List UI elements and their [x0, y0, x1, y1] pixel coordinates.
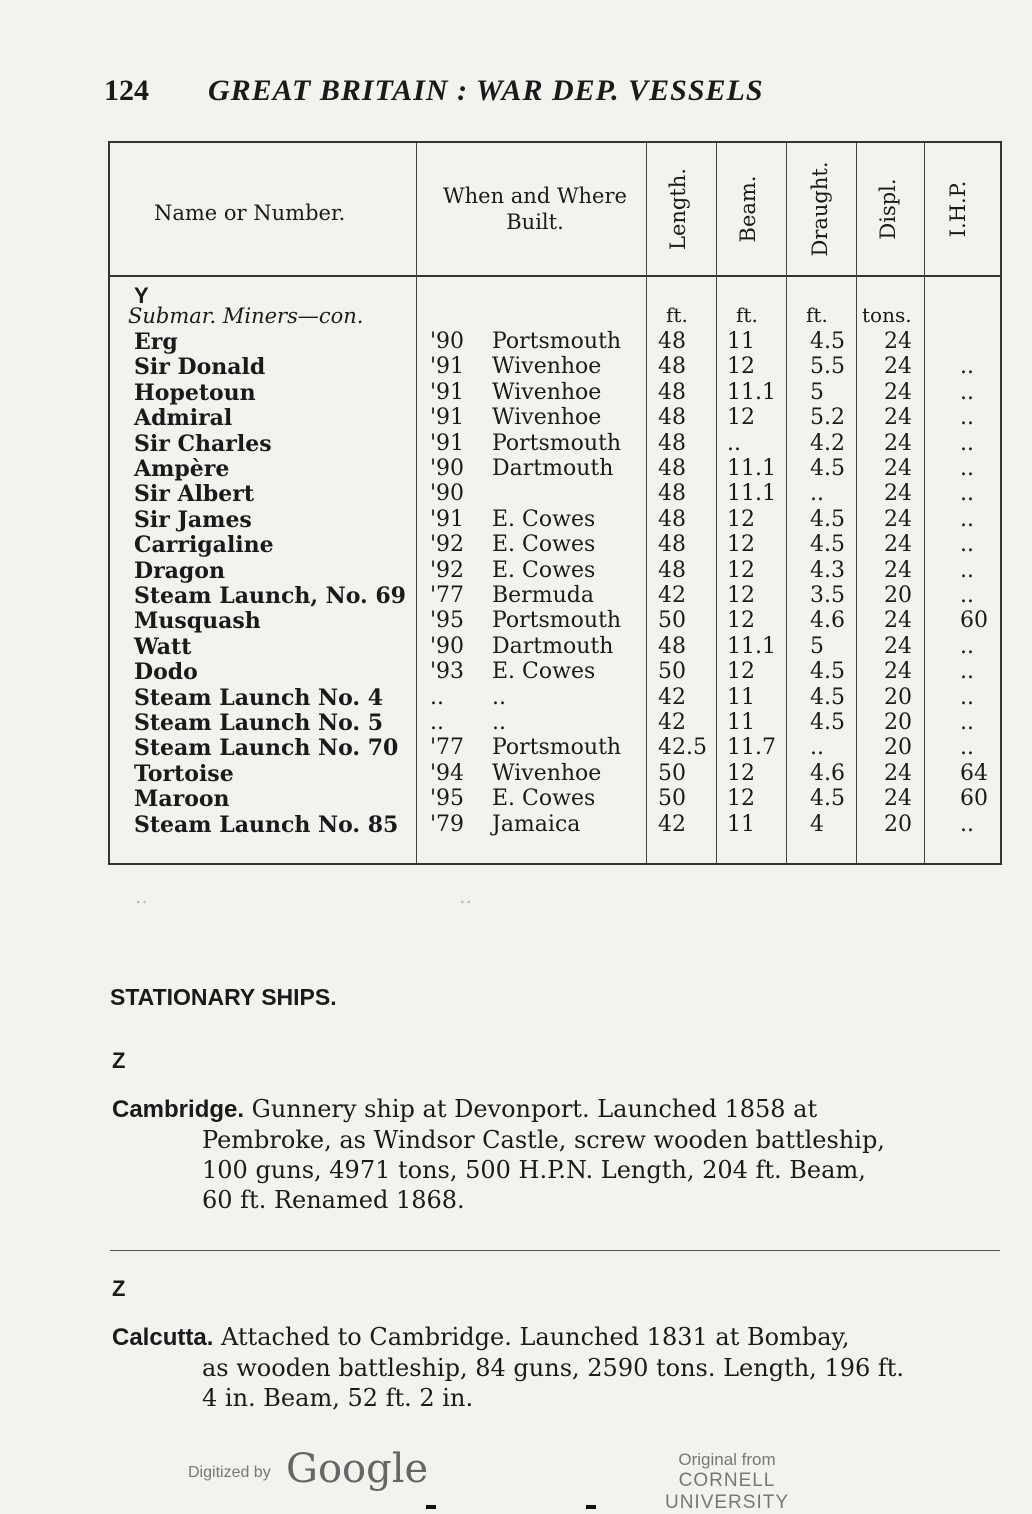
cell-place: Dartmouth [492, 633, 614, 659]
cell-year: '77 [430, 583, 465, 608]
table-row [110, 786, 1000, 811]
entry-text: 100 guns, 4971 tons, 500 H.P.N. Length, 204 ft. Beam, [202, 1156, 866, 1184]
cell-year: '90 [430, 481, 465, 507]
table-row [110, 710, 1000, 735]
page-number: 124 [104, 74, 149, 107]
table-row [110, 329, 1000, 354]
cell-length: 50 [658, 786, 686, 812]
table-row [110, 456, 1000, 481]
header-ihp: I.H.P. [946, 180, 970, 238]
cell-draught: 4.5 [810, 659, 845, 685]
section-marker: Z [112, 1048, 126, 1073]
scan-mark [586, 1505, 596, 1509]
cell-place: E. Cowes [492, 506, 596, 532]
cell-name: Steam Launch No. 5 [134, 710, 384, 736]
table-row [110, 735, 1000, 760]
section-marker: Z [112, 1276, 126, 1301]
cell-place: .. [492, 684, 506, 710]
cell-name: Steam Launch No. 4 [134, 684, 384, 711]
cell-draught: 4.6 [810, 760, 845, 786]
cell-beam: 11.1 [727, 379, 776, 405]
cell-length: 48 [658, 633, 686, 659]
cell-year: .. [430, 684, 444, 710]
google-logo: Google [286, 1446, 429, 1492]
cell-year: '90 [430, 456, 465, 481]
cell-year: '91 [430, 379, 465, 405]
cell-year: '94 [430, 760, 465, 786]
cell-beam: 11 [727, 684, 755, 710]
cell-beam: 11 [727, 329, 755, 354]
cell-length: 42 [658, 583, 686, 608]
page-header [104, 74, 904, 114]
cell-name: Maroon [134, 786, 230, 813]
cell-displ: 24 [884, 760, 912, 786]
cell-ihp: .. [960, 481, 974, 507]
cell-place: Portsmouth [492, 329, 622, 354]
cell-name: Hopetoun [134, 379, 256, 406]
cell-ihp: .. [960, 735, 974, 761]
cell-displ: 24 [884, 379, 912, 405]
cell-beam: 11.1 [727, 481, 776, 507]
cell-place: E. Cowes [492, 786, 596, 812]
cell-displ: 20 [884, 811, 912, 837]
cell-displ: 24 [884, 481, 912, 507]
cell-beam: 11.7 [727, 735, 776, 761]
cell-name: Dragon [134, 557, 225, 584]
bleed-through-text: .. .. [135, 884, 472, 908]
original-from [622, 1450, 832, 1514]
entry-text: Pembroke, as Windsor Castle, screw wooden battleship, [202, 1126, 885, 1154]
cell-beam: 12 [727, 786, 755, 812]
cell-year: '93 [430, 659, 465, 685]
cell-displ: 24 [884, 506, 912, 532]
cell-draught: 4.3 [810, 557, 845, 583]
cell-beam: 12 [727, 506, 755, 532]
cell-ihp: .. [960, 354, 974, 380]
entry-cambridge [112, 1094, 1017, 1215]
cell-beam: 11 [727, 811, 755, 837]
cell-length: 48 [658, 532, 686, 558]
original-label: Original from [678, 1450, 776, 1469]
section-letter: Y [134, 283, 149, 308]
cell-length: 48 [658, 354, 686, 380]
cell-year: '91 [430, 506, 465, 532]
cell-beam: 12 [727, 608, 755, 634]
table-header [110, 143, 1000, 277]
cell-length: 48 [658, 379, 686, 405]
section-heading: STATIONARY SHIPS. [110, 984, 337, 1010]
cell-name: Tortoise [134, 760, 234, 787]
cell-draught: 4.5 [810, 329, 845, 354]
table-row [110, 583, 1000, 608]
cell-name: Carrigaline [134, 532, 274, 559]
cell-year: '90 [430, 633, 465, 659]
cell-name: Sir Donald [134, 354, 266, 381]
cell-ihp: .. [960, 456, 974, 481]
header-displ: Displ. [876, 178, 900, 240]
cell-draught: 4.5 [810, 456, 845, 481]
cell-beam: 11 [727, 710, 755, 735]
cell-name: Admiral [134, 405, 233, 432]
table-row [110, 507, 1000, 532]
header-length: Length. [666, 168, 690, 250]
cell-draught: 5.2 [810, 405, 845, 431]
cell-length: 48 [658, 456, 686, 481]
cell-year: '95 [430, 786, 465, 812]
unit-draught: ft. [806, 303, 828, 327]
cell-length: 48 [658, 557, 686, 583]
cell-name: Musquash [134, 608, 261, 635]
cell-ihp: .. [960, 684, 974, 710]
cell-displ: 24 [884, 532, 912, 558]
cell-name: Steam Launch No. 70 [134, 735, 399, 762]
cell-year: '79 [430, 811, 465, 837]
entry-text: Gunnery ship at Devonport. Launched 1858 at [251, 1095, 818, 1123]
cell-draught: 4.5 [810, 786, 845, 812]
table-row [110, 532, 1000, 557]
table-row [110, 354, 1000, 379]
cell-draught: 4 [810, 811, 824, 837]
cell-place: Bermuda [492, 583, 594, 608]
table-row [110, 685, 1000, 710]
cell-place: Jamaica [492, 811, 581, 837]
cell-displ: 24 [884, 405, 912, 431]
table-row [110, 761, 1000, 786]
entry-text: 60 ft. Renamed 1868. [202, 1186, 465, 1214]
cell-displ: 20 [884, 735, 912, 761]
cell-length: 42 [658, 811, 686, 837]
cell-draught: .. [810, 735, 824, 761]
cell-displ: 20 [884, 684, 912, 710]
vessel-name: Calcutta. [112, 1324, 214, 1351]
cell-draught: 3.5 [810, 583, 845, 608]
cell-name: Ampère [134, 456, 230, 482]
entry-text: as wooden battleship, 84 guns, 2590 tons. Length, 196 ft. [202, 1354, 905, 1382]
cell-draught: 4.5 [810, 710, 845, 735]
cell-length: 50 [658, 659, 686, 685]
cell-place: Wivenhoe [492, 760, 602, 786]
cell-length: 50 [658, 760, 686, 786]
cell-draught: 4.5 [810, 506, 845, 532]
cell-name: Sir Charles [134, 430, 272, 457]
cell-name: Watt [134, 633, 192, 660]
cell-place: E. Cowes [492, 659, 596, 685]
cell-length: 42 [658, 684, 686, 710]
cell-beam: 12 [727, 405, 755, 431]
table-row [110, 659, 1000, 684]
cell-ihp: .. [960, 633, 974, 659]
cell-year: '91 [430, 405, 465, 431]
section-subtitle: Submar. Miners—con. [128, 304, 364, 328]
cell-year: .. [430, 710, 444, 735]
cell-ihp: .. [960, 557, 974, 583]
header-name: Name or Number. [154, 201, 346, 225]
cell-displ: 24 [884, 456, 912, 481]
cell-name: Steam Launch No. 85 [134, 811, 399, 838]
cell-place: Wivenhoe [492, 405, 602, 431]
cell-beam: 12 [727, 659, 755, 685]
header-draught: Draught. [808, 161, 832, 257]
vessel-name: Cambridge. [112, 1096, 245, 1123]
cell-place: Portsmouth [492, 430, 622, 456]
cell-length: 48 [658, 430, 686, 456]
scan-mark [426, 1505, 436, 1509]
cell-draught: 4.5 [810, 684, 845, 710]
cell-beam: .. [727, 430, 741, 456]
cell-name: Erg [134, 329, 178, 355]
cell-beam: 12 [727, 583, 755, 608]
cell-year: '92 [430, 532, 465, 558]
cell-displ: 24 [884, 633, 912, 659]
cell-length: 48 [658, 481, 686, 507]
table-row [110, 608, 1000, 633]
cell-year: '91 [430, 430, 465, 456]
cell-length: 42 [658, 710, 686, 735]
cell-length: 48 [658, 506, 686, 532]
cell-place: Dartmouth [492, 456, 614, 481]
cell-name: Sir Albert [134, 481, 255, 508]
vessel-table [108, 141, 1002, 865]
cell-draught: 5.5 [810, 354, 845, 380]
institution-name: CORNELL UNIVERSITY [664, 1470, 790, 1513]
cell-place: Portsmouth [492, 735, 622, 761]
cell-draught: 5 [810, 379, 824, 405]
cell-place: .. [492, 710, 506, 735]
cell-beam: 12 [727, 760, 755, 786]
cell-ihp: .. [960, 811, 974, 837]
cell-displ: 24 [884, 354, 912, 380]
cell-name: Sir James [134, 506, 252, 533]
cell-year: '95 [430, 608, 465, 634]
cell-ihp: .. [960, 430, 974, 456]
cell-displ: 24 [884, 557, 912, 583]
cell-ihp: .. [960, 506, 974, 532]
cell-ihp: 60 [960, 786, 988, 812]
cell-length: 50 [658, 608, 686, 634]
header-built: When and Where Built. [443, 184, 627, 234]
cell-draught: 5 [810, 633, 824, 659]
cell-ihp: .. [960, 659, 974, 685]
table-row [110, 481, 1000, 506]
entry-text: 4 in. Beam, 52 ft. 2 in. [202, 1384, 474, 1412]
unit-displ: tons. [862, 303, 912, 327]
cell-draught: .. [810, 481, 824, 507]
cell-place: E. Cowes [492, 557, 596, 583]
cell-beam: 12 [727, 354, 755, 380]
cell-draught: 4.5 [810, 532, 845, 558]
cell-name: Steam Launch, No. 69 [134, 583, 406, 609]
cell-year: '91 [430, 354, 465, 380]
cell-displ: 24 [884, 608, 912, 634]
table-row [110, 558, 1000, 583]
cell-ihp: .. [960, 379, 974, 405]
cell-ihp: .. [960, 710, 974, 735]
cell-displ: 24 [884, 659, 912, 685]
cell-place: Wivenhoe [492, 354, 602, 380]
cell-length: 48 [658, 329, 686, 354]
cell-displ: 24 [884, 329, 912, 354]
table-row [110, 405, 1000, 430]
cell-displ: 24 [884, 786, 912, 812]
cell-place: Portsmouth [492, 608, 622, 634]
cell-place: E. Cowes [492, 532, 596, 558]
cell-length: 42.5 [658, 735, 707, 761]
cell-beam: 12 [727, 532, 755, 558]
header-beam: Beam. [736, 175, 760, 243]
cell-displ: 24 [884, 430, 912, 456]
cell-beam: 11.1 [727, 633, 776, 659]
cell-year: '92 [430, 557, 465, 583]
page-title: GREAT BRITAIN : WAR DEP. VESSELS [208, 74, 764, 107]
cell-draught: 4.2 [810, 430, 845, 456]
cell-name: Dodo [134, 659, 198, 686]
table-row [110, 634, 1000, 659]
digitized-label: Digitized by [188, 1464, 271, 1481]
divider-line [110, 1250, 1000, 1251]
cell-ihp: .. [960, 583, 974, 608]
cell-draught: 4.6 [810, 608, 845, 634]
cell-displ: 20 [884, 710, 912, 735]
cell-length: 48 [658, 405, 686, 431]
cell-ihp: .. [960, 405, 974, 431]
cell-place: Wivenhoe [492, 379, 602, 405]
cell-ihp: 60 [960, 608, 988, 634]
cell-beam: 11.1 [727, 456, 776, 481]
cell-ihp: 64 [960, 760, 988, 786]
unit-beam: ft. [736, 303, 758, 327]
table-row [110, 431, 1000, 456]
cell-ihp: .. [960, 532, 974, 558]
table-row [110, 380, 1000, 405]
entry-text: Attached to Cambridge. Launched 1831 at Bombay, [221, 1323, 850, 1351]
unit-length: ft. [666, 303, 688, 327]
cell-displ: 20 [884, 583, 912, 608]
entry-calcutta [112, 1322, 1017, 1413]
table-row [110, 812, 1000, 837]
cell-year: '90 [430, 329, 465, 354]
cell-beam: 12 [727, 557, 755, 583]
cell-year: '77 [430, 735, 465, 761]
